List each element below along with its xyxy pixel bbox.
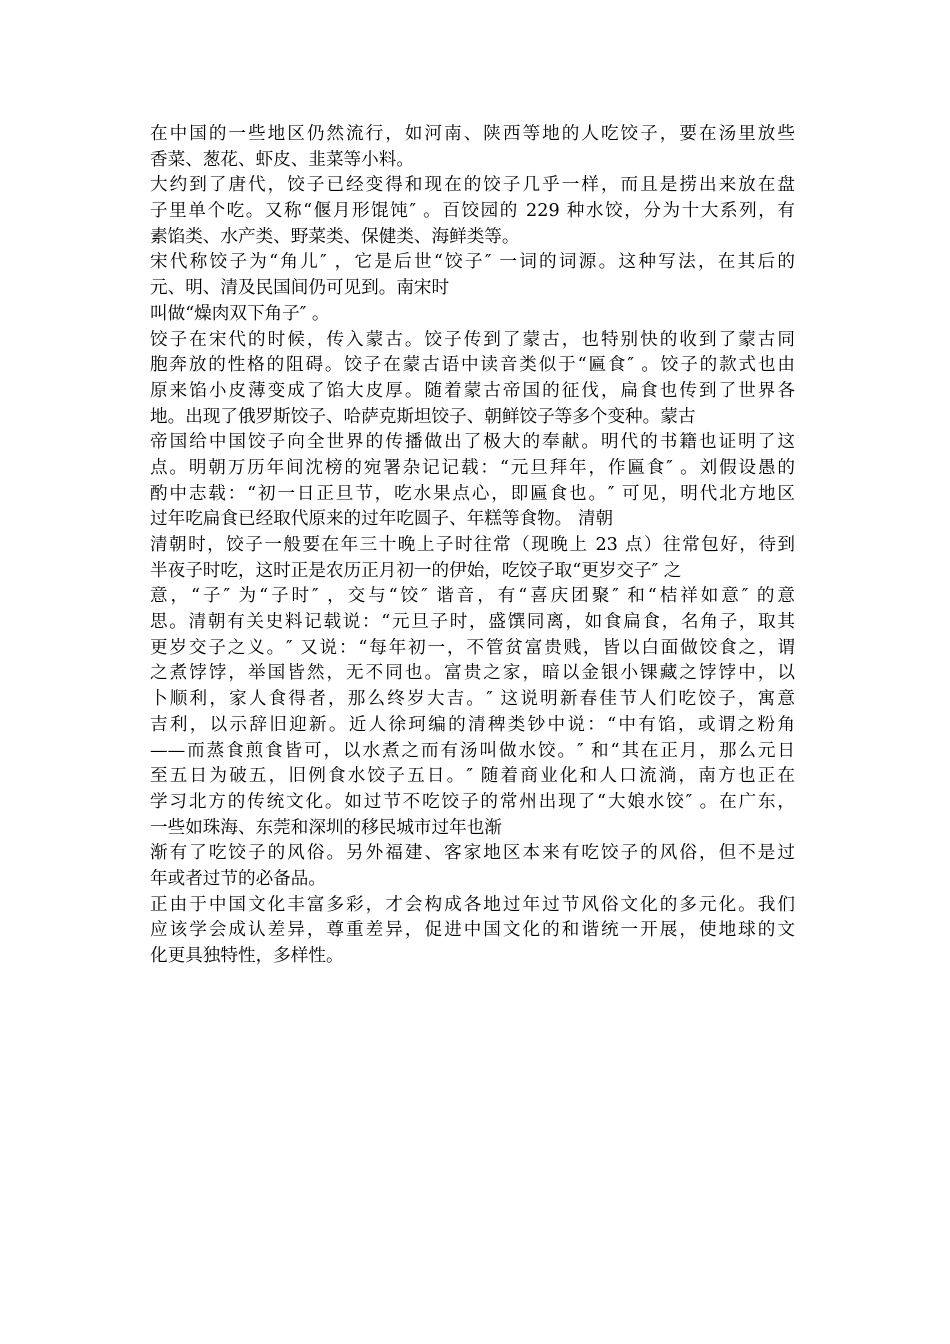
- text-line: 一些如珠海、东莞和深圳的移民城市过年也渐: [150, 817, 502, 838]
- text-line: 帝国给中国饺子向全世界的传播做出了极大的奉献。明代的书籍也证明了这: [150, 432, 795, 453]
- text-line: 清朝时，饺子一般要在年三十晚上子时往常（现晚上 23 点）往常包好，待到: [150, 535, 795, 555]
- text-line: 学习北方的传统文化。如过节不吃饺子的常州出现了“大娘水饺″ 。在广东，: [150, 791, 795, 812]
- text-line: 半夜子时吃，这时正是农历正月初一的伊始，吃饺子取“更岁交子″ 之: [150, 560, 682, 581]
- text-line: 意，“子″ 为“子时″ ，交与“饺″ 谐音，有“喜庆团聚″ 和“桔祥如意″ 的意: [150, 586, 795, 607]
- text-line: 应该学会成认差异，尊重差异，促进中国文化的和谐统一开展，使地球的文: [150, 920, 795, 941]
- text-line: 至五日为破五，旧例食水饺子五日。″ 随着商业化和人口流淌，南方也正在: [150, 766, 795, 787]
- text-line: 饺子在宋代的时候，传入蒙古。饺子传到了蒙古，也特别快的收到了蒙古同: [150, 329, 795, 350]
- text-line: 吉利，以示辞旧迎新。近人徐珂编的清稗类钞中说：“中有馅，或谓之粉角: [150, 714, 795, 735]
- text-line: 之煮饽饽，举国皆然，无不同也。富贵之家，暗以金银小锞藏之饽饽中，以: [150, 663, 795, 684]
- text-line: 素馅类、水产类、野菜类、保健类、海鲜类等。: [150, 226, 520, 247]
- text-line: ——而蒸食煎食皆可，以水煮之而有汤叫做水饺。″ 和“其在正月，那么元日: [150, 740, 795, 761]
- text-line: 香菜、葱花、虾皮、韭菜等小料。: [150, 149, 414, 170]
- text-line: 渐有了吃饺子的风俗。另外福建、客家地区本来有吃饺子的风俗，但不是过: [150, 843, 795, 864]
- text-line: 大约到了唐代，饺子已经变得和现在的饺子几乎一样，而且是捞出来放在盘: [150, 175, 795, 196]
- text-line: 胞奔放的性格的阻碍。饺子在蒙古语中读音类似于“匾食″ 。饺子的款式也由: [150, 355, 795, 376]
- text-line: 更岁交子之义。″ 又说：“每年初一，不管贫富贵贱，皆以白面做饺食之，谓: [150, 637, 795, 658]
- text-line: 卜顺利，家人食得者，那么终岁大吉。″ 这说明新春佳节人们吃饺子，寓意: [150, 689, 795, 710]
- text-line: 在中国的一些地区仍然流行，如河南、陕西等地的人吃饺子，要在汤里放些: [150, 124, 795, 144]
- text-line: 地。出现了俄罗斯饺子、哈萨克斯坦饺子、朝鲜饺子等多个变种。蒙古: [150, 406, 696, 427]
- text-line: 思。清朝有关史料记载说：“元旦子时，盛馔同离，如食扁食，名角子，取其: [150, 612, 795, 633]
- text-line: 正由于中国文化丰富多彩，才会构成各地过年过节风俗文化的多元化。我们: [150, 894, 795, 915]
- text-line: 宋代称饺子为“角儿″ ，它是后世“饺子″ 一词的词源。这种写法，在其后的: [150, 252, 795, 273]
- text-line: 点。明朝万历年间沈榜的宛署杂记记载：“元旦拜年，作匾食″ 。刘假设愚的: [150, 457, 795, 478]
- text-line: 过年吃扁食已经取代原来的过年吃圆子、年糕等食物。 清朝: [150, 509, 614, 530]
- text-line: 叫做“燥肉双下角子″ 。: [150, 303, 330, 324]
- text-line: 酌中志载：“初一日正旦节，吃水果点心，即匾食也。″ 可见，明代北方地区: [150, 483, 795, 504]
- text-line: 年或者过节的必备品。: [150, 868, 326, 889]
- text-line: 元、明、清及民国间仍可见到。南宋时: [150, 278, 450, 299]
- text-line: 子里单个吃。又称“偃月形馄饨″ 。百饺园的 229 种水饺，分为十大系列，有: [150, 201, 795, 222]
- body-text: [150, 122, 795, 970]
- text-line: 原来馅小皮薄变成了馅大皮厚。随着蒙古帝国的征伐，扁食也传到了世界各: [150, 380, 795, 401]
- text-line: 化更具独特性，多样性。: [150, 946, 344, 966]
